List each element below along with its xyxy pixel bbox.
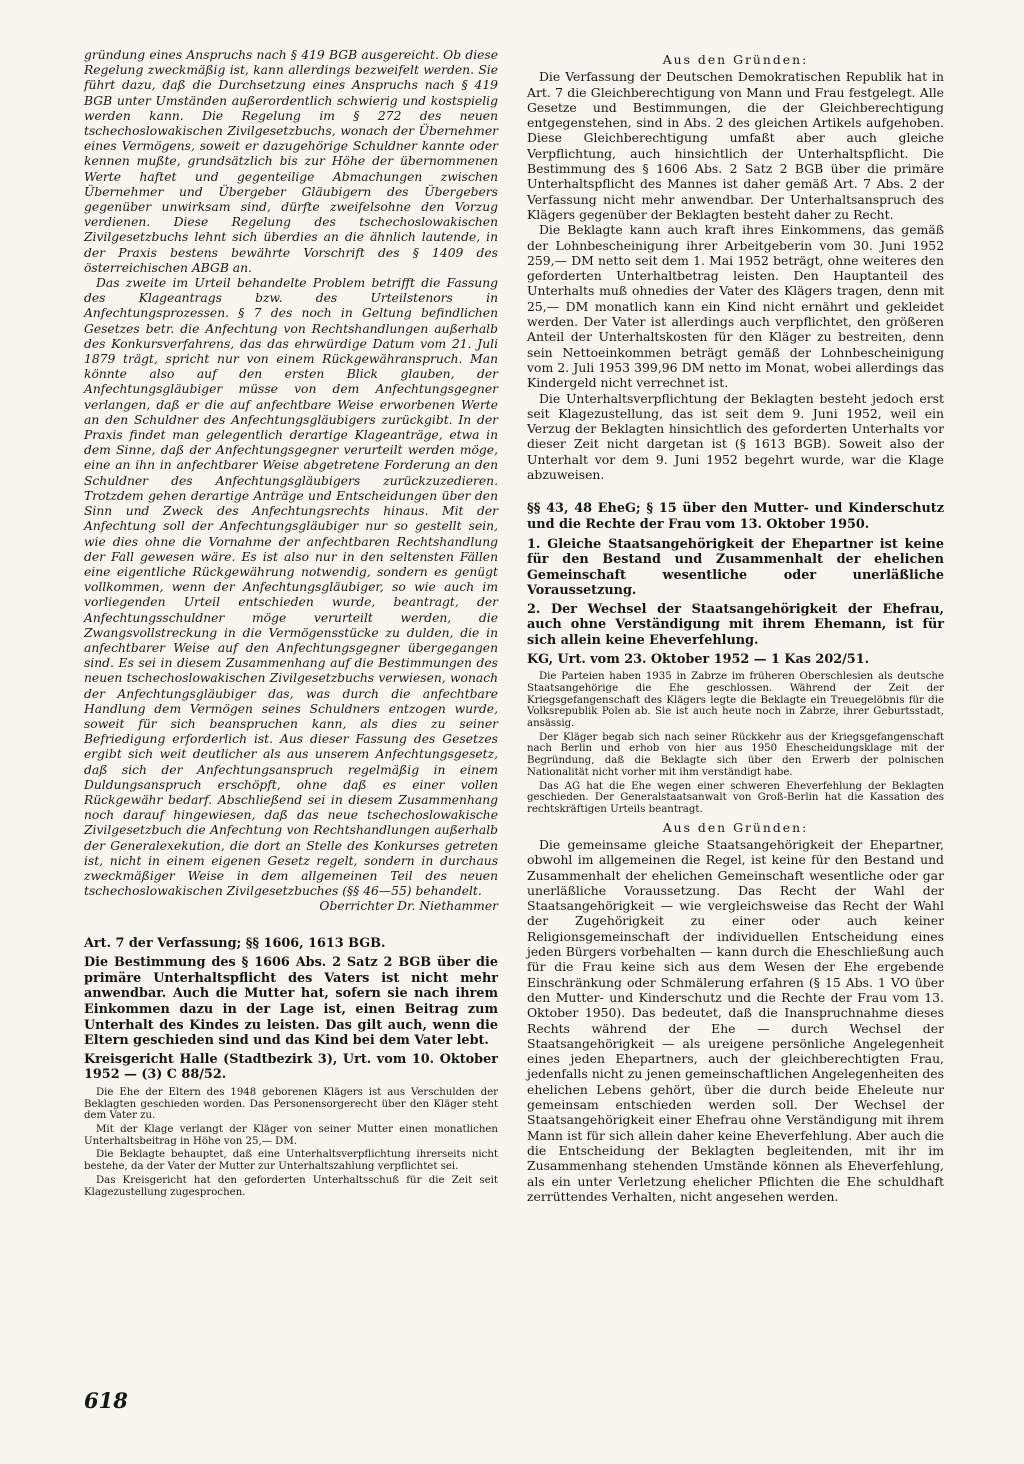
facts-paragraph: Die Ehe der Eltern des 1948 geborenen Klägers ist aus Verschulden der Beklagten geschieden worden. Das Personensorgerecht über den Kläger steht dem Vater zu. <box>84 1086 498 1122</box>
case-heading: Art. 7 der Verfassung; §§ 1606, 1613 BGB. <box>84 935 386 951</box>
facts-paragraph: Der Kläger begab sich nach seiner Rückkehr aus der Kriegsgefangenschaft nach Berlin und erhob von hier aus 1950 Ehescheidungsklage mit der Begründung, daß die Beklagte sich über den Erwerb der polnischen Nationalität nicht vorher mit ihm verständigt habe. <box>527 731 944 778</box>
headnote: 1. Gleiche Staatsangehörigkeit der Ehepartner ist keine für den Bestand und Zusammenhalt der ehelichen Gemeinschaft wesentliche oder unerläßliche Voraussetzung. <box>527 536 944 599</box>
facts-paragraph: Das Kreisgericht hat den geforderten Unterhaltsschuß für die Zeit seit Klagezustellung zugesprochen. <box>84 1174 498 1198</box>
headnote: Die Bestimmung des § 1606 Abs. 2 Satz 2 BGB über die primäre Unterhaltspflicht des Vaters ist nicht mehr anwendbar. Auch die Mutter hat, sofern sie nach ihrem Einkommen dazu in der Lage ist, einen Beitrag zum Unterhalt des Kindes zu leisten. Das gilt auch, wenn die Eltern geschieden sind und das Kind bei dem Vater lebt. <box>84 955 498 1049</box>
court-reference: Kreisgericht Halle (Stadtbezirk 3), Urt. vom 10. Oktober 1952 — (3) C 88/52. <box>84 1051 498 1083</box>
right-column <box>527 48 944 1204</box>
author-signature: Oberrichter Dr. Niethammer <box>319 899 498 914</box>
page-number: 618 <box>84 1388 128 1413</box>
reasons-heading: Aus den Gründen: <box>662 52 809 67</box>
reasons-paragraph: Die gemeinsame gleiche Staatsangehörigkeit der Ehepartner, obwohl im allgemeinen die Regel, ist keine für den Bestand und Zusammenhalt der ehelichen Gemeinschaft wesentliche oder gar unerläßliche Voraussetzung. Das Recht der Wahl der Staatsangehörigkeit — wie vergleichsweise das Recht der Wahl der Zugehörigkeit zu einer oder auch keiner Religionsgemeinschaft der individuellen Entscheidung eines jeden Bürgers vorbehalten — kann durch die Eheschließung auch für die Frau keine sich aus dem Wesen der Ehe ergebende Einschränkung oder Schmälerung erfahren (§ 15 Abs. 1 VO über den Mutter- und Kinderschutz und die Rechte der Frau vom 13. Oktober 1950). Das bedeutet, daß die Inanspruchnahme dieses Rechts während der Ehe — durch Wechsel der Staatsangehörigkeit — als ureigene persönliche Angelegenheit eines jeden Ehepartners, auch der gleichberechtigten Frau, jedenfalls nicht zu jenen gemeinschaftlichen Angelegenheiten des ehelichen Lebens gehört, über die durch beide Eheleute nur gemeinsam entschieden werden soll. Der Wechsel der Staatsangehörigkeit einer Ehefrau ohne Verständigung mit ihrem Mann ist für sich allein daher keine Eheverfehlung. Aber auch die die Entscheidung der Beklagten begleitenden, mit ihr im Zusammenhang stehenden Umstände können als Eheverfehlung, als ein unter Verletzung ehelicher Pflichten die Ehe schuldhaft zerrüttendes Verhalten, nicht angesehen werden. <box>527 836 944 1204</box>
left-column <box>84 48 498 1200</box>
headnote: 2. Der Wechsel der Staatsangehörigkeit der Ehefrau, auch ohne Verständigung mit ihrem Ehemann, ist für sich allein keine Eheverfehlung. <box>527 601 944 649</box>
reasons-heading: Aus den Gründen: <box>662 819 809 835</box>
facts-paragraph: Die Beklagte behauptet, daß eine Unterhaltsverpflichtung ihrerseits nicht bestehe, da der Vater der Mutter zur Unterhaltszahlung verpflichtet sei. <box>84 1149 498 1173</box>
comment-paragraph: gründung eines Anspruchs nach § 419 BGB ausgereicht. Ob diese Regelung zweckmäßig ist, kann allerdings bezweifelt werden. Sie führt dazu, daß die Durchsetzung eines Anspruchs nach § 419 BGB unter Umständen außerordentlich schwierig und kostspielig werden kann. Die Regelung im § 272 des neuen tschechoslowakischen Zivilgesetzbuchs, wonach der Übernehmer eines Vermögens, soweit er dazugehörige Schuldner kannte oder kennen mußte, grundsätzlich bis zur Höhe der übernommenen Werte haftet und gegenteilige Abmachungen zwischen Übernehmer und Übergeber Gläubigern des Übergebers gegenüber unwirksam sind, dürfte zweifelsohne den Vorzug verdienen. Diese Regelung des tschechoslowakischen Zivilgesetzbuchs lehnt sich überdies an die ähnlich lautende, in der Praxis bestens bewährte Vorschrift des § 1409 des österreichischen ABGB an. <box>84 48 498 275</box>
facts-paragraph: Mit der Klage verlangt der Kläger von seiner Mutter einen monatlichen Unterhaltsbeitrag in Höhe von 25,— DM. <box>84 1124 498 1147</box>
facts-paragraph: Das AG hat die Ehe wegen einer schweren Eheverfehlung der Beklagten geschieden. Der Generalstaatsanwalt von Groß-Berlin hat die Kassation des rechtskräftigen Urteils beantragt. <box>527 780 944 815</box>
reasons-paragraph: Die Verfassung der Deutschen Demokratischen Republik hat in Art. 7 die Gleichberechtigung von Mann und Frau festgelegt. Alle Gesetze und Bestimmungen, die der Gleichberechtigung entgegenstehen, sind in Abs. 2 des gleichen Artikels aufgehoben. Diese Gleichberechtigung umfaßt aber auch gleiche Verpflichtung, auch hinsichtlich der Unterhaltspflicht. Die Bestimmung des § 1606 Abs. 2 Satz 2 BGB über die primäre Unterhaltspflicht des Mannes ist daher gemäß Art. 7 Abs. 2 der Verfassung nicht mehr anwendbar. Der Unterhaltsanspruch des Klägers gegenüber der Beklagten besteht daher zu Recht. <box>527 69 944 222</box>
court-reference: KG, Urt. vom 23. Oktober 1952 — 1 Kas 202/51. <box>527 651 870 667</box>
facts-paragraph: Die Parteien haben 1935 in Zabrze im früheren Oberschlesien als deutsche Staatsangehörige die Ehe geschlossen. Während der Zeit der Kriegsgefangenschaft des Klägers legte die Beklagte ein Treuegelöbnis für die Volksrepublik Polen ab. Sie ist auch heute noch in Zabrze, ihrer Geburtsstadt, ansässig. <box>527 671 944 730</box>
case-heading: §§ 43, 48 EheG; § 15 über den Mutter- und Kinderschutz und die Rechte der Frau vom 13. Oktober 1950. <box>527 501 944 532</box>
reasons-paragraph: Die Beklagte kann auch kraft ihres Einkommens, das gemäß der Lohnbescheinigung ihrer Arbeitgeberin vom 30. Juni 1952 259,— DM netto seit dem 1. Mai 1952 beträgt, ohne weiteres den geforderten Unterhaltbetrag leisten. Den Hauptanteil des Unterhalts muß ohnedies der Vater des Klägers tragen, denn mit 25,— DM monatlich kann ein Kind nicht ernährt und gekleidet werden. Der Vater ist allerdings auch verpflichtet, den größeren Anteil der Unterhaltskosten für den Kläger zu bestreiten, denn sein Nettoeinkommen beträgt gemäß der Lohnbescheinigung vom 2. Juli 1953 399,96 DM netto im Monat, wobei allerdings das Kindergeld nicht verrechnet ist. <box>527 222 944 391</box>
comment-paragraph: Das zweite im Urteil behandelte Problem betrifft die Fassung des Klageantrags bzw. des Urteilstenors in Anfechtungsprozessen. § 7 des noch in Geltung befindlichen Gesetzes betr. die Anfechtung von Rechtshandlungen außerhalb des Konkursverfahrens, das das ehrwürdige Datum vom 21. Juli 1879 trägt, spricht nur von einem Rückgewähranspruch. Man könnte also auf den ersten Blick glauben, der Anfechtungsgläubiger müsse von dem Anfechtungsgegner verlangen, daß er die auf anfechtbare Weise erworbenen Werte an den Schuldner des Anfechtungsgläubigers zurückgibt. In der Praxis findet man gelegentlich derartige Klageanträge, etwa in dem Sinne, daß der Anfechtungsgegner verurteilt werden möge, eine an ihn in anfechtbarer Weise abgetretene Forderung an den Schuldner des Anfechtungsgläubigers zurückzuzedieren. Trotzdem gehen derartige Anträge und Entscheidungen über den Sinn und Zweck des Anfechtungsrechts hinaus. Mit der Anfechtung soll der Anfechtungsgläubiger nur so gestellt sein, wie dies ohne die Vornahme der anfechtbaren Rechtshandlung der Fall gewesen wäre. Es ist also nur in den seltensten Fällen eine eigentliche Rückgewährung notwendig, sondern es genügt vollkommen, wenn der Anfechtungsgläubiger, so wie auch im vorliegenden Urteil entschieden wurde, beantragt, der Anfechtungsschuldner möge verurteilt werden, die Zwangsvollstreckung in die Vermögensstücke zu dulden, die in anfechtbarer Weise auf den Anfechtungsgegner übergegangen sind. Es sei in diesem Zusammenhang auf die Bestimmungen des neuen tschechoslowakischen Zivilgesetzbuchs verwiesen, wonach der Anfechtungsgläubiger das, was durch die anfechtbare Handlung dem Vermögen seines Schuldners entzogen wurde, soweit für sich beanspruchen kann, als dies zu seiner Befriedigung erforderlich ist. Aus dieser Fassung des Gesetzes ergibt sich weit deutlicher als aus unserem Anfechtungsgesetz, daß sich der Anfechtungsanspruch regelmäßig in einem Duldungsanspruch erschöpft, ohne daß es einer vollen Rückgewähr bedarf. Abschließend sei in diesem Zusammenhang noch darauf hingewiesen, daß das neue tschechoslowakische Zivilgesetzbuch die Anfechtung von Rechtshandlungen außerhalb der Generalexekution, die dort an Stelle des Konkurses getreten ist, nicht in einem eigenen Gesetz regelt, sondern in durchaus zweckmäßiger Weise in dem allgemeinen Teil des neuen tschechoslowakischen Zivilgesetzbuches (§§ 46—55) behandelt. <box>84 276 498 899</box>
reasons-paragraph: Die Unterhaltsverpflichtung der Beklagten besteht jedoch erst seit Klagezustellung, das ist seit dem 9. Juni 1952, weil ein Verzug der Beklagten hinsichtlich des geforderten Unterhalts vor dieser Zeit nicht dargetan ist (§ 1613 BGB). Soweit also der Unterhalt vor dem 9. Juni 1952 begehrt wurde, war die Klage abzuweisen. <box>527 390 944 483</box>
